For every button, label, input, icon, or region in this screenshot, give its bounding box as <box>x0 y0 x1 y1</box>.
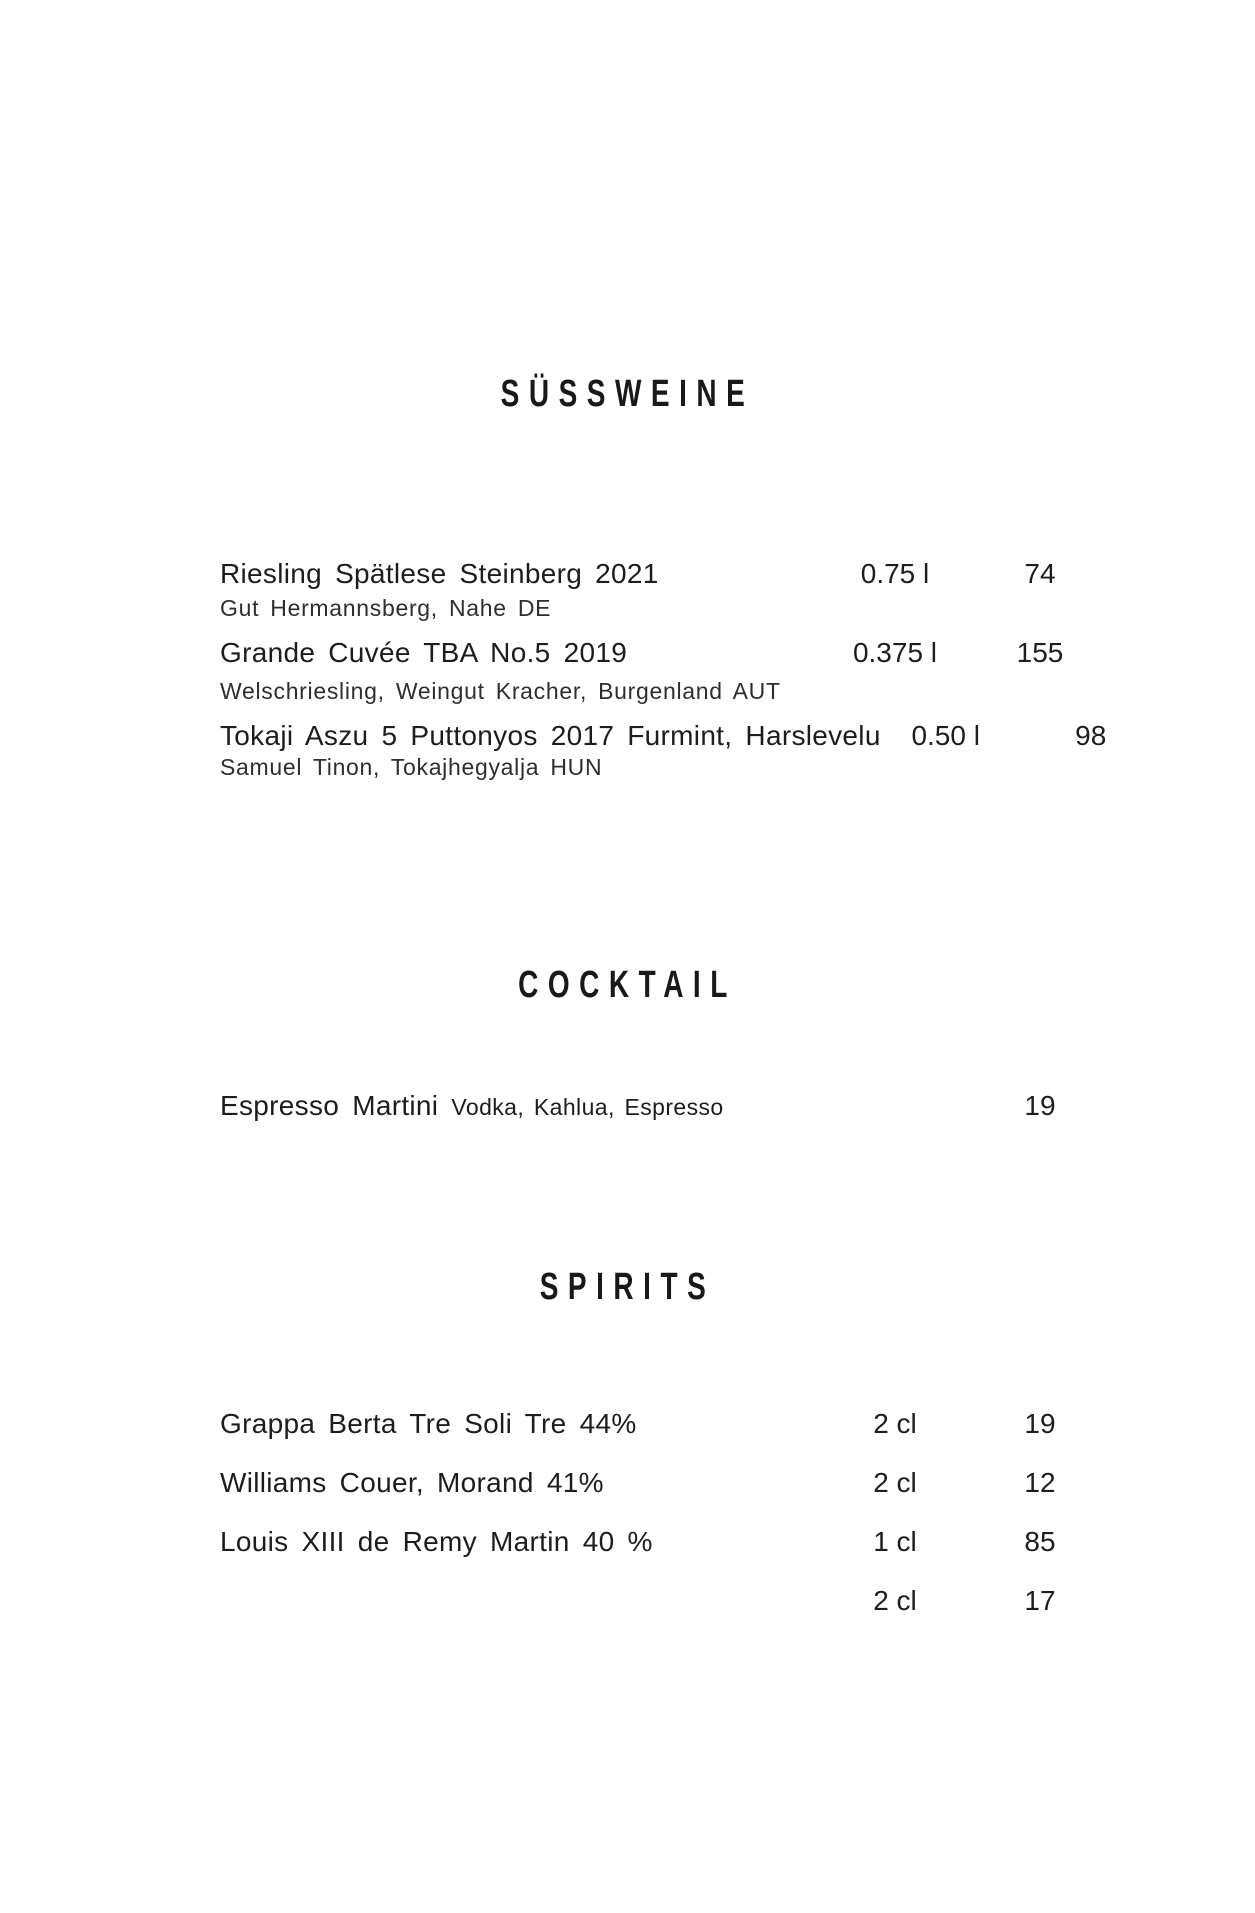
spirit-name: Grappa Berta Tre Soli Tre 44% <box>220 1408 637 1439</box>
spirit-name: Louis XIII de Remy Martin 40 % <box>220 1526 653 1557</box>
wine-volume: 0.375 l <box>852 637 938 668</box>
list-item <box>220 1408 1120 1467</box>
section-title-cocktail <box>0 963 1255 1005</box>
wine-price: 155 <box>1016 637 1064 668</box>
list-item <box>220 1585 1120 1644</box>
spirit-volume: 2 cl <box>873 1467 917 1498</box>
section-title-cocktail-text: COCKTAIL <box>518 963 737 1005</box>
spirit-volume: 2 cl <box>873 1408 917 1439</box>
spirit-price: 85 <box>1024 1526 1056 1557</box>
list-item <box>220 1526 1120 1585</box>
spirit-price: 17 <box>1024 1585 1056 1616</box>
spirits-list <box>220 1408 1120 1644</box>
list-item <box>220 558 1120 622</box>
wine-price: 98 <box>1075 720 1107 751</box>
cocktail-ingredients: Vodka, Kahlua, Espresso <box>451 1094 724 1120</box>
spirit-volume: 1 cl <box>873 1526 917 1557</box>
cocktail-name-line <box>220 1090 830 1122</box>
list-item <box>220 1090 1120 1122</box>
wine-producer: Samuel Tinon, Tokajhegyalja HUN <box>220 754 603 780</box>
wine-row <box>220 558 1120 590</box>
spirit-name: Williams Couer, Morand 41% <box>220 1467 604 1498</box>
section-title-spirits <box>0 1265 1255 1307</box>
list-item <box>220 637 1120 705</box>
cocktail-name: Espresso Martini <box>220 1090 439 1121</box>
wine-volume: 0.50 l <box>911 720 980 751</box>
wine-name: Grande Cuvée TBA No.5 2019 <box>220 637 628 668</box>
section-title-susswein-text: SÜSSWEINE <box>500 372 755 414</box>
wine-producer: Welschriesling, Weingut Kracher, Burgenland AUT <box>220 678 781 704</box>
spirit-price: 19 <box>1024 1408 1056 1439</box>
spirit-price: 12 <box>1024 1467 1056 1498</box>
list-item <box>220 720 1120 781</box>
wine-producer: Gut Hermannsberg, Nahe DE <box>220 595 552 621</box>
section-title-spirits-text: SPIRITS <box>539 1265 716 1307</box>
spirit-volume: 2 cl <box>873 1585 917 1616</box>
wine-row <box>220 637 1120 669</box>
cocktail-list <box>220 1090 1120 1122</box>
list-item <box>220 1467 1120 1526</box>
wine-row <box>220 720 1120 752</box>
susswein-list <box>220 558 1120 781</box>
section-title-susswein <box>0 372 1255 414</box>
wine-volume: 0.75 l <box>860 558 930 589</box>
wine-price: 74 <box>1024 558 1056 589</box>
wine-name: Tokaji Aszu 5 Puttonyos 2017 Furmint, Harslevelu <box>220 720 881 751</box>
wine-name: Riesling Spätlese Steinberg 2021 <box>220 558 659 589</box>
cocktail-price: 19 <box>1024 1090 1056 1121</box>
